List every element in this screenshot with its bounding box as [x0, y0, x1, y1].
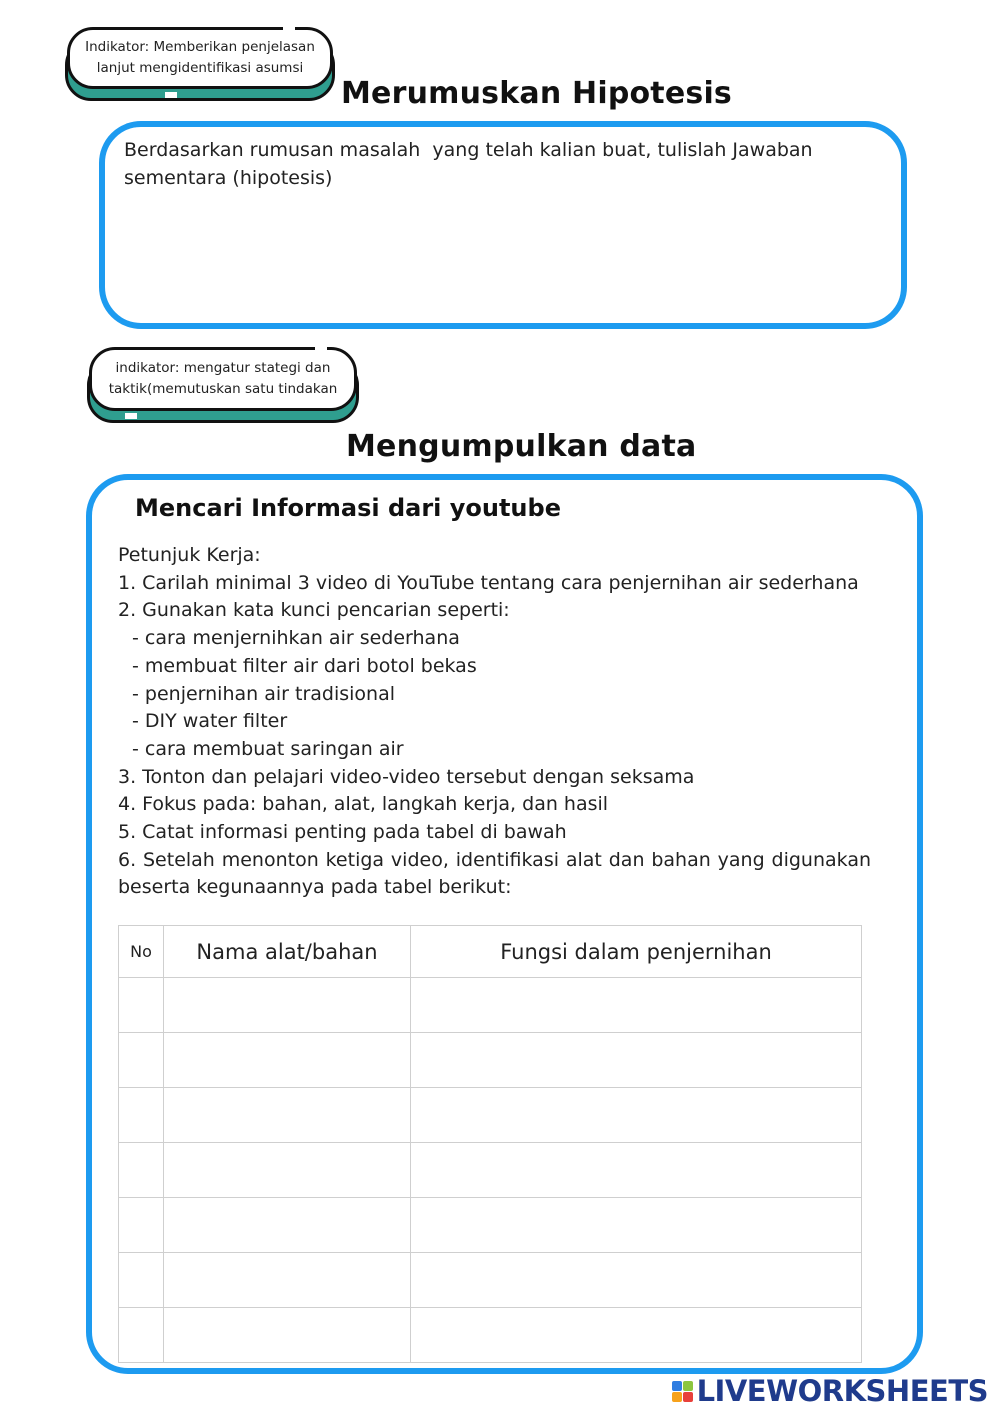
indicator-badge-front: [67, 27, 333, 89]
section-title-hipotesis: Merumuskan Hipotesis: [341, 76, 732, 111]
keyword-item: - penjernihan air tradisional: [132, 682, 396, 705]
table-row: [119, 1198, 862, 1253]
logo-text: LIVEWORKSHEETS: [696, 1374, 988, 1408]
table-cell[interactable]: [164, 1143, 411, 1198]
keyword-item: - cara membuat saringan air: [132, 737, 404, 760]
badge-notch: [283, 24, 295, 30]
table-row: [119, 1088, 862, 1143]
table-cell[interactable]: [119, 1033, 164, 1088]
table-header-fungsi: Fungsi dalam penjernihan: [411, 926, 862, 978]
table-cell[interactable]: [411, 1088, 862, 1143]
table-cell[interactable]: [164, 1198, 411, 1253]
indicator-2-line-2: taktik(memutuskan satu tindakan: [108, 381, 338, 397]
table-cell[interactable]: [164, 1088, 411, 1143]
indicator-badge-front: [89, 347, 357, 411]
indicator-badge-1: [65, 27, 335, 101]
instruction-step-5: 5. Catat informasi penting pada tabel di bawah: [118, 821, 567, 844]
keyword-item: - membuat filter air dari botol bekas: [132, 654, 477, 677]
table-cell[interactable]: [119, 1088, 164, 1143]
indicator-1-line-2: lanjut mengidentifikasi asumsi: [96, 60, 304, 76]
instruction-step-1: 1. Carilah minimal 3 video di YouTube tentang cara penjernihan air sederhana: [118, 571, 859, 594]
section-subtitle: Mencari Informasi dari youtube: [135, 494, 561, 522]
instruction-step-6: 6. Setelah menonton ketiga video, identifikasi alat dan bahan yang digunakan beserta kegunaannya pada tabel berikut:: [118, 848, 871, 899]
table-header-nama: Nama alat/bahan: [164, 926, 411, 978]
hypothesis-prompt-line-2: sementara (hipotesis): [124, 167, 333, 189]
table-cell[interactable]: [164, 1308, 411, 1363]
badge-notch: [125, 413, 137, 419]
badge-notch: [315, 344, 327, 350]
table-cell[interactable]: [411, 1198, 862, 1253]
table-row: [119, 1033, 862, 1088]
liveworksheets-logo[interactable]: [672, 1374, 988, 1408]
table-cell[interactable]: [411, 1308, 862, 1363]
instructions-heading: Petunjuk Kerja:: [118, 544, 261, 566]
indicator-1-line-1: Indikator: Memberikan penjelasan: [85, 39, 315, 55]
hypothesis-prompt-line-1: Berdasarkan rumusan masalah yang telah kalian buat, tulislah Jawaban: [124, 139, 813, 161]
tools-materials-table: [118, 925, 862, 1363]
table-cell[interactable]: [119, 1143, 164, 1198]
table-cell[interactable]: [119, 1253, 164, 1308]
keyword-item: - cara menjernihkan air sederhana: [132, 627, 460, 650]
instruction-step-4: 4. Fokus pada: bahan, alat, langkah kerja, dan hasil: [118, 793, 609, 816]
table-row: [119, 978, 862, 1033]
table-row: [119, 1253, 862, 1308]
table-cell[interactable]: [164, 1033, 411, 1088]
table-cell[interactable]: [411, 1253, 862, 1308]
instruction-step-2: 2. Gunakan kata kunci pencarian seperti:: [118, 599, 510, 622]
table-cell[interactable]: [119, 1198, 164, 1253]
section-title-mengumpulkan-data: Mengumpulkan data: [346, 429, 697, 464]
logo-blocks-icon: [672, 1381, 693, 1402]
instruction-step-3: 3. Tonton dan pelajari video-video tersebut dengan seksama: [118, 765, 695, 788]
table-row: [119, 1308, 862, 1363]
indicator-2-line-1: indikator: mengatur stategi dan: [115, 360, 331, 376]
keyword-item: - DIY water filter: [132, 710, 288, 733]
hypothesis-prompt: [124, 136, 884, 192]
table-cell[interactable]: [164, 978, 411, 1033]
table-header-no: No: [119, 926, 164, 978]
table-cell[interactable]: [164, 1253, 411, 1308]
instructions: [118, 542, 871, 902]
table-cell[interactable]: [411, 978, 862, 1033]
table-cell[interactable]: [411, 1143, 862, 1198]
table-cell[interactable]: [119, 1308, 164, 1363]
table-cell[interactable]: [411, 1033, 862, 1088]
indicator-badge-2: [87, 347, 359, 423]
table-cell[interactable]: [119, 978, 164, 1033]
badge-notch: [165, 92, 177, 98]
table-row: [119, 1143, 862, 1198]
table-header-row: [119, 926, 862, 978]
